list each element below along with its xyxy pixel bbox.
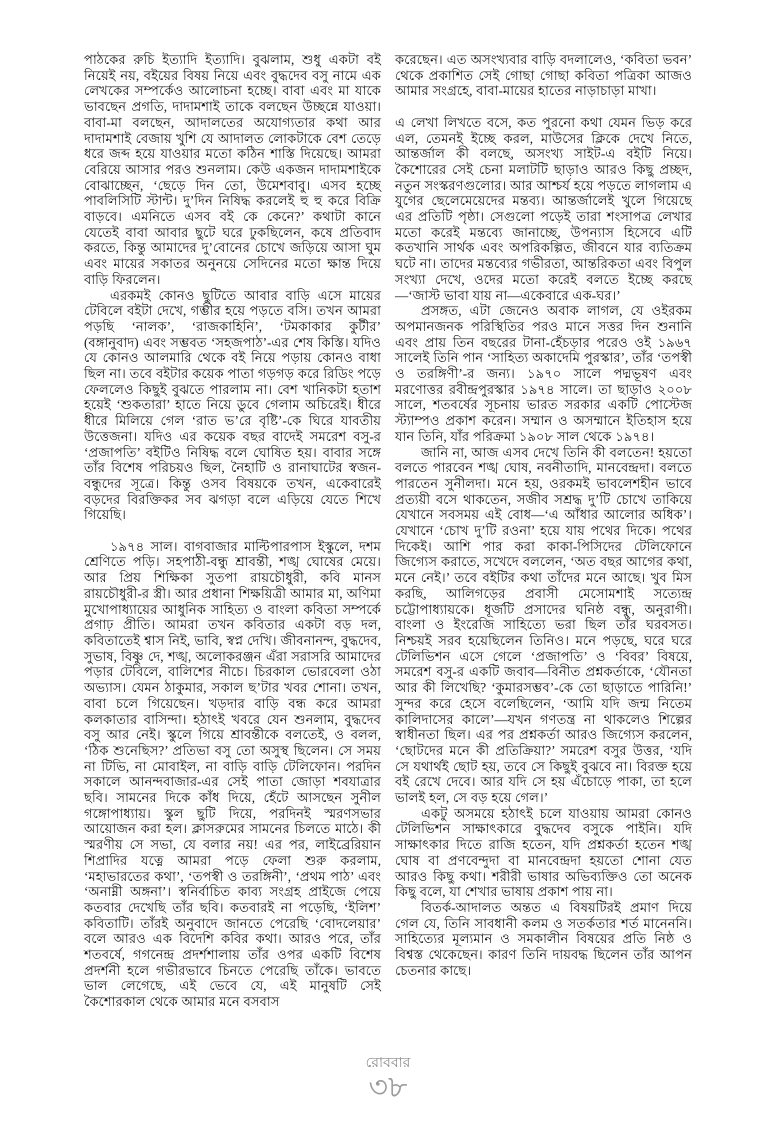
paragraph: জানি না, আজ এসব দেখে তিনি কী বলতেন! হয়তো বলতে পারবেন শঙ্খ ঘোষ, নবনীতাদি, মানবেন্দ্রদা। বলতে পারতেন সুনীলদা। মনে হয়, ওরকমই ভাবলেশহীন ভাবে প্রত্যয়ী বসে থাকতেন, সজীব সশ্রদ্ধ দু’টি চোখে তাকিয়ে যেখানে সবসময় এই বোধ—‘এ আঁধার আলোর অধিক’। যেখানে ‘চোখ দু’টি রওনা’ হয়ে যায় পথের দিকে। পথের দিকেই। আশি পার করা কাকা-পিসিদের টেলিফোনে জিগ্যেস করাতে, সখেদে বললেন, ‘অত বছর আগের কথা, মনে নেই।’ তবে বইটির কথা তাঁদের মনে আছে। খুব মিস করছি, আলিগড়ের প্রবাসী মেসোমশাই সত্যেন্দ্র চট্টোপাধ্যায়কে। ধূর্জটি প্রসাদের ঘনিষ্ঠ বন্ধু, অনুরাগী। বাংলা ও ইংরেজি সাহিত্যে ভরা ছিল তাঁর ঘরবসত। নিশ্চয়ই সরব হয়েছিলেন তিনিও। মনে পড়ছে, ঘরে ঘরে টেলিভিশন এসে গেলে ‘প্রজাপতি’ ও ‘বিবর’ বিষয়ে, সমরেশ বসু-র একটি জবাব—বিনীত প্রশ্নকর্তাকে, ‘যৌনতা আর কী লিখেছি? ‘কুমারসম্ভব’-কে তো ছাড়াতে পারিনি!’ সুন্দর করে হেসে বলেছিলেন, ‘আমি যদি জন্ম নিতেম কালিদাসের কালে’—যখন গণতন্ত্র না থাকলেও শিল্পের স্বাধীনতা ছিল। এর পর প্রশ্নকর্তা আরও জিগ্যেস করলেন, ‘ছোটদের মনে কী প্রতিক্রিয়া?’ সমরেশ বসুর উত্তর, ‘যদি সে যথার্থই ছোট হয়, তবে সে কিছুই বুঝবে না। বিরক্ত হয়ে বই রেখে দেবে। আর যদি সে হয় এঁচোড়ে পাকা, তা হলে ভালই হল, সে বড় হয়ে গেল।’ (395, 444, 692, 806)
paragraph: প্রসঙ্গত, এটা জেনেও অবাক লাগল, যে ওইরকম অপমানজনক পরিস্থিতির পরও মানে সত্তর দিন শুনানি এবং প্রায় তিন বছরের টানা-হেঁচড়ার পরেও ওই ১৯৬৭ সালেই তিনি পান ‘সাহিত্য অকাদেমি পুরস্কার’, তাঁর ‘তপস্বী ও তরঙ্গিণী’-র জন্য। ১৯৭০ সালে পদ্মভূষণ এবং মরণোত্তর রবীন্দ্রপুরস্কার ১৯৭৪ সালে। তা ছাড়াও ২০০৮ সালে, শতবর্ষের সূচনায় ভারত সরকার একটি পোস্টেজ স্ট্যাম্পও প্রকাশ করেন। সম্মান ও অসম্মানে ইতিহাস হয়ে যান তিনি, যাঁর পরিক্রমা ১৯০৮ সাল থেকে ১৯৭৪। (395, 303, 692, 444)
paragraph: এরকমই কোনও ছুটিতে আবার বাড়ি এসে মায়ের টেবিলে বইটা দেখে, গম্ভীর হয়ে পড়তে বসি। তখন আমরা পড়ছি ‘নালক’, ‘রাজকাহিনি’, ‘টমকাকার কুটীর’ (বঙ্গানুবাদ) এবং সম্ভবত ‘সহজপাঠ’-এর শেষ কিস্তি। যদিও যে কোনও আলমারি থেকে বই নিয়ে পড়ায় কোনও বাধা ছিল না। তবে বইটার কয়েক পাতা গড়গড় করে রিডিং পড়ে ফেললেও কিছুই বুঝতে পারলাম না। বেশ খানিকটা হতাশ হয়েই ‘শুকতারা’ হাতে নিয়ে ডুবে গেলাম অচিরেই। ধীরে ধীরে মিলিয়ে গেল ‘রাত ভ’রে বৃষ্টি’-কে ঘিরে যাবতীয় উত্তেজনা। যদিও এর কয়েক বছর বাদেই সমরেশ বসু-র ‘প্রজাপতি’ বইটিও নিষিদ্ধ বলে ঘোষিত হয়। বাবার সঙ্গে তাঁর বিশেষ পরিচয়ও ছিল, নৈহাটি ও রানাঘাটের স্বজন-বন্ধুদের সূত্রে। কিন্তু ওসব বিষয়কে তখন, একেবারেই বড়দের বিরক্তিকর সব ঝগড়া বলে এড়িয়ে যেতে শিখে গিয়েছি। (84, 287, 381, 523)
right-column (395, 52, 692, 1010)
paragraph-continuation: পাঠকের রুচি ইত্যাদি ইত্যাদি। বুঝলাম, শুধু একটা বই নিয়েই নয়, বইয়ের বিষয় নিয়ে এবং বুদ্ধদেব বসু নামে এক লেখকের সম্পর্কেও আলোচনা হচ্ছে। বাবা এবং মা যাকে ভাবছেন প্রগতি, দাদামশাই তাকে বলছেন উচ্ছন্নে যাওয়া। বাবা-মা বলছেন, আদালতের অযোগ্যতার কথা আর দাদামশাই বেজায় খুশি যে আদালত লোকটাকে বেশ তেড়ে ধরে জব্দ হয়ে যাওয়ার মতো কঠিন শাস্তি দিয়েছে। আমরা বেরিয়ে আসার পরও শুনলাম। কেউ একজন দাদামশাইকে বোঝাচ্ছেন, ‘ছেড়ে দিন তো, উমেশবাবু। এসব হচ্ছে পাবলিসিটি স্টান্ট। দু’দিন নিষিদ্ধ করলেই হু হু করে বিক্রি বাড়বে। এমনিতে এসব বই কে কেনে?’ কথাটা কানে যেতেই বাবা আবার ছুটে ঘরে ঢুকছিলেন, কষে প্রতিবাদ করতে, কিন্তু আমাদের দু’বোনের চোখে জড়িয়ে আসা ঘুম এবং মায়ের সকাতর অনুনয়ে সেদিনের মতো ক্ষান্ত দিয়ে বাড়ি ফিরলেন। (84, 52, 381, 287)
article-body (84, 52, 692, 1010)
magazine-title: রোববার (365, 1056, 411, 1071)
paragraph: একটু অসময়ে হঠাৎই চলে যাওয়ায় আমরা কোনও টেলিভিশন সাক্ষাৎকারে বুদ্ধদেব বসুকে পাইনি। যদি সাক্ষাৎকার দিতে রাজি হতেন, যদি প্রশ্নকর্তা হতেন শঙ্খ ঘোষ বা প্রণবেন্দুদা বা মানবেন্দ্রদা হয়তো শোনা যেত আরও কিছু কথা। শরীরী ভাষার অভিব্যক্তিও তো অনেক কিছু বলে, যা শেখার ভাষায় প্রকাশ পায় না। (395, 805, 692, 900)
left-column (84, 52, 381, 1010)
paragraph: ১৯৭৪ সাল। বাগবাজার মাল্টিপারপাস ইস্কুলে, দশম শ্রেণিতে পড়ি। সহপাঠী-বন্ধু শ্রাবন্তী, শঙ্খ ঘোষের মেয়ে। আর প্রিয় শিক্ষিকা সুতপা রায়চৌধুরী, কবি মানস রায়চৌধুরী-র স্ত্রী। আর প্রধানা শিক্ষয়িত্রী আমার মা, অণিমা মুখোপাধ্যায়ের আধুনিক সাহিত্য ও বাংলা কবিতা সম্পর্কে প্রগাঢ় প্রীতি। আমরা তখন কবিতার একটা বড় দল, কবিতাতেই শ্বাস নিই, ভাবি, স্বপ্ন দেখি। জীবনানন্দ, বুদ্ধদেব, সুভাষ, বিষ্ণু দে, শঙ্খ, অলোকরঞ্জন এঁরা সরাসরি আমাদের পড়ার টেবিলে, বালিশের নীচে। চিরকাল ভোরবেলা ওঠা অভ্যাস। যেমন ঠাকুমার, সকাল ছ’টার খবর শোনা। তখন, বাবা চলে গিয়েছেন। খড়দার বাড়ি বন্ধ করে আমরা কলকাতার বাসিন্দা। হঠাৎই খবরে যেন শুনলাম, বুদ্ধদেব বসু আর নেই। স্কুলে গিয়ে শ্রাবন্তীকে বলতেই, ও বলল, ‘ঠিক শুনেছিস?’ প্রতিভা বসু তো অসুস্থ ছিলেন। সে সময় না টিভি, না মোবাইল, না বাড়ি বাড়ি টেলিফোন। পরদিন সকালে আনন্দবাজার-এর সেই পাতা জোড়া শবযাত্রার ছবি। সামনের দিকে কাঁধ দিয়ে, হেঁটে আসছেন সুনীল গঙ্গোপাধ্যায়। স্কুল ছুটি দিয়ে, পরদিনই স্মরণসভার আয়োজন করা হল। ক্লাসরুমের সামনের চিলতে মাঠে। কী স্মরণীয় সে সভা, যে বলার নয়! এর পর, লাইব্রেরিয়ান শিপ্রাদির যত্নে আমরা পড়ে ফেলা শুরু করলাম, ‘মহাভারতের কথা’, ‘তপস্বী ও তরঙ্গিনী’, ‘প্রথম পাঠ’ এবং ‘অনাম্নী অঙ্গনা’। স্বনির্বাচিত কাব্য সংগ্রহ প্রাইজে পেয়ে কতবার দেখেছি তাঁর ছবি। কতবারই না পড়েছি, ‘ইলিশ’ কবিতাটি। তাঁরই অনুবাদে জানতে পেরেছি ‘বোদলেয়ার’ বলে আরও এক বিদেশি কবির কথা। আরও পরে, তাঁর শতবর্ষে, গগনেন্দ্র প্রদর্শশালায় তাঁর ওপর একটি বিশেষ প্রদর্শনী হলে গভীরভাবে চিনতে পেরেছি তাঁকে। ভাবতে ভাল লেগেছে, এই ভেবে যে, এই মানুষটি সেই কৈশোরকাল থেকে আমার মনে বসবাস (84, 538, 381, 1010)
page-footer (84, 1056, 692, 1103)
paragraph: বিতর্ক-আদালত অন্তত এ বিষয়টিরই প্রমাণ দিয়ে গেল যে, তিনি সাবধানী কলম ও সতর্কতার শর্ত মানেননি। সাহিত্যের মূল্যমান ও সমকালীন বিষয়ের প্রতি নিষ্ঠ ও বিশ্বস্ত থেকেছেন। কারণ তিনি দায়বদ্ধ ছিলেন তাঁর আপন চেতনার কাছে। (395, 899, 692, 978)
paragraph: এ লেখা লিখতে বসে, কত পুরনো কথা যেমন ভিড় করে এল, তেমনই ইচ্ছে করল, মাউসের ক্লিকে দেখে নিতে, আন্তর্জাল কী বলছে, অসংখ্য সাইট-এ বইটি নিয়ে। কৈশোরের সেই চেনা মলাটটি ছাড়াও আরও কিছু প্রচ্ছদ, নতুন সংস্করণগুলোর। আর আশ্চর্য হয়ে পড়তে লাগলাম এ যুগের ছেলেমেয়েদের মন্তব্য। আন্তর্জালেই খুলে গিয়েছে এর প্রতিটি পৃষ্ঠা। সেগুলো পড়েই তারা শংসাপত্র লেখার মতো করেই মন্তব্যে জানাচ্ছে, উপন্যাস হিসেবে এটি কতখানি সার্থক এবং অপরিকল্পিত, জীবনে যার ব্যতিক্রম ঘটে না। তাদের মন্তব্যের গভীরতা, আন্তরিকতা এবং বিপুল সংখ্যা দেখে, ওদের মতো করেই বলতে ইচ্ছে করছে—‘জাস্ট ভাবা যায় না—একেবারে এক-ঘর।’ (395, 114, 692, 303)
paragraph-continuation: করেছেন। এত অসংখ্যবার বাড়ি বদলালেও, ‘কবিতা ভবন’ থেকে প্রকাশিত সেই গোছা গোছা কবিতা পত্রিকা আজও আমার সংগ্রহে, বাবা-মায়ের হাতের নাড়াচাড়া মাখা। (395, 52, 692, 99)
page-number: ৩৮ (368, 1071, 408, 1104)
